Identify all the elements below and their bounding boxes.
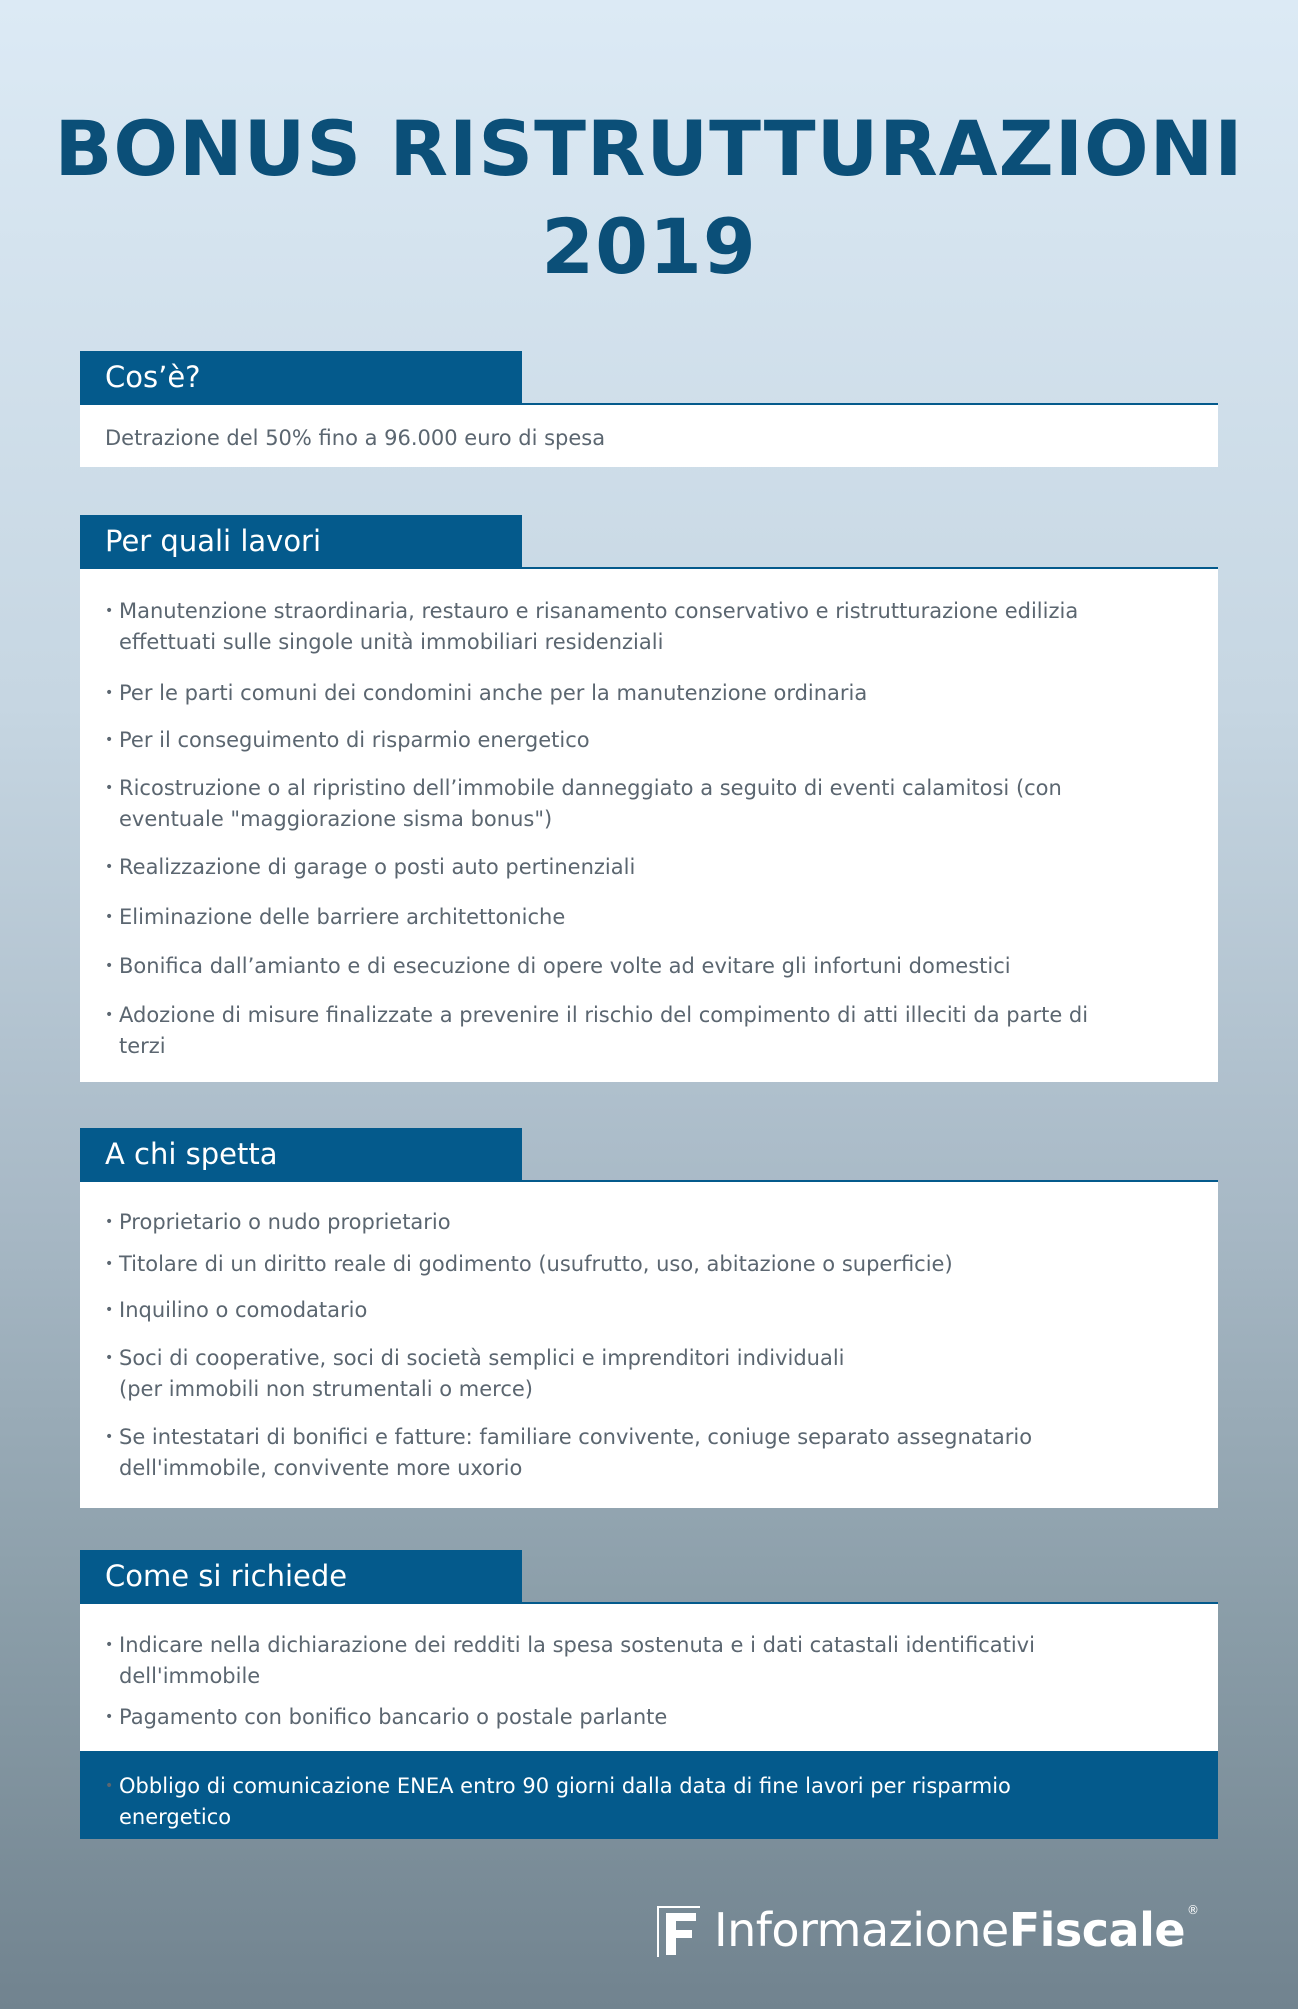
list-item: • Se intestatari di bonifici e fatture: familiare convivente, coniuge separato assegnatario dell'immobile, convivente more uxorio [105, 1422, 1193, 1484]
list-item: • Titolare di un diritto reale di godimento (usufrutto, uso, abitazione o superficie) [105, 1249, 1193, 1280]
title-line-2: 2019 [541, 202, 757, 291]
list-item: • Eliminazione delle barriere architettoniche [105, 902, 1193, 933]
logo-f-icon [652, 1899, 704, 1961]
logo-wordmark: InformazioneFiscale [714, 1903, 1186, 1957]
registered-mark: ® [1187, 1903, 1200, 1917]
section-body [80, 405, 1218, 467]
list-item: • Bonifica dall’amianto e di esecuzione di opere volte ad evitare gli infortuni domestici [105, 951, 1193, 982]
section-come-si-richiede [80, 1550, 1218, 1839]
highlight-item: • Obbligo di comunicazione ENEA entro 90 giorni dalla data di fine lavori per risparmio energetico [105, 1771, 1193, 1833]
section-cose [80, 351, 1218, 467]
list-item: • Soci di cooperative, soci di società semplici e imprenditori individuali (per immobili non strumentali o merce) [105, 1343, 1193, 1405]
list-item: • Proprietario o nudo proprietario [105, 1207, 1193, 1238]
brand-logo [652, 1895, 1199, 1965]
title-line-1: BONUS RISTRUTTURAZIONI [54, 104, 1244, 193]
list-item: • Indicare nella dichiarazione dei redditi la spesa sostenuta e i dati catastali identificativi dell'immobile [105, 1630, 1193, 1692]
list-item: • Per il conseguimento di risparmio energetico [105, 725, 1193, 756]
section-a-chi-spetta [80, 1128, 1218, 1508]
section-body [80, 1604, 1218, 1751]
works-list [105, 596, 1193, 1062]
list-item: • Pagamento con bonifico bancario o postale parlante [105, 1702, 1193, 1733]
list-item: • Manutenzione straordinaria, restauro e risanamento conservativo e ristrutturazione edilizia effettuati sulle singole unità immobiliari residenziali [105, 596, 1193, 658]
highlight-list [105, 1771, 1193, 1833]
list-item: • Per le parti comuni dei condomini anche per la manutenzione ordinaria [105, 678, 1193, 709]
section-heading: Per quali lavori [80, 515, 522, 567]
section-text: Detrazione del 50% fino a 96.000 euro di spesa [105, 426, 606, 450]
section-per-quali-lavori [80, 515, 1218, 1082]
list-item: • Inquilino o comodatario [105, 1295, 1193, 1326]
section-body [80, 569, 1218, 1082]
eligible-list [105, 1207, 1193, 1484]
list-item: • Ricostruzione o al ripristino dell’immobile danneggiato a seguito di eventi calamitosi (con eventuale "maggiorazione sisma bonus") [105, 773, 1193, 835]
list-item: • Adozione di misure finalizzate a prevenire il rischio del compimento di atti illeciti da parte di terzi [105, 1000, 1193, 1062]
enea-highlight [80, 1751, 1218, 1839]
section-heading: A chi spetta [80, 1128, 522, 1180]
section-heading: Come si richiede [80, 1550, 522, 1602]
list-item: • Realizzazione di garage o posti auto pertinenziali [105, 852, 1193, 883]
request-list [105, 1630, 1193, 1733]
section-body [80, 1182, 1218, 1508]
page-title [0, 100, 1298, 296]
section-heading: Cos’è? [80, 351, 522, 403]
